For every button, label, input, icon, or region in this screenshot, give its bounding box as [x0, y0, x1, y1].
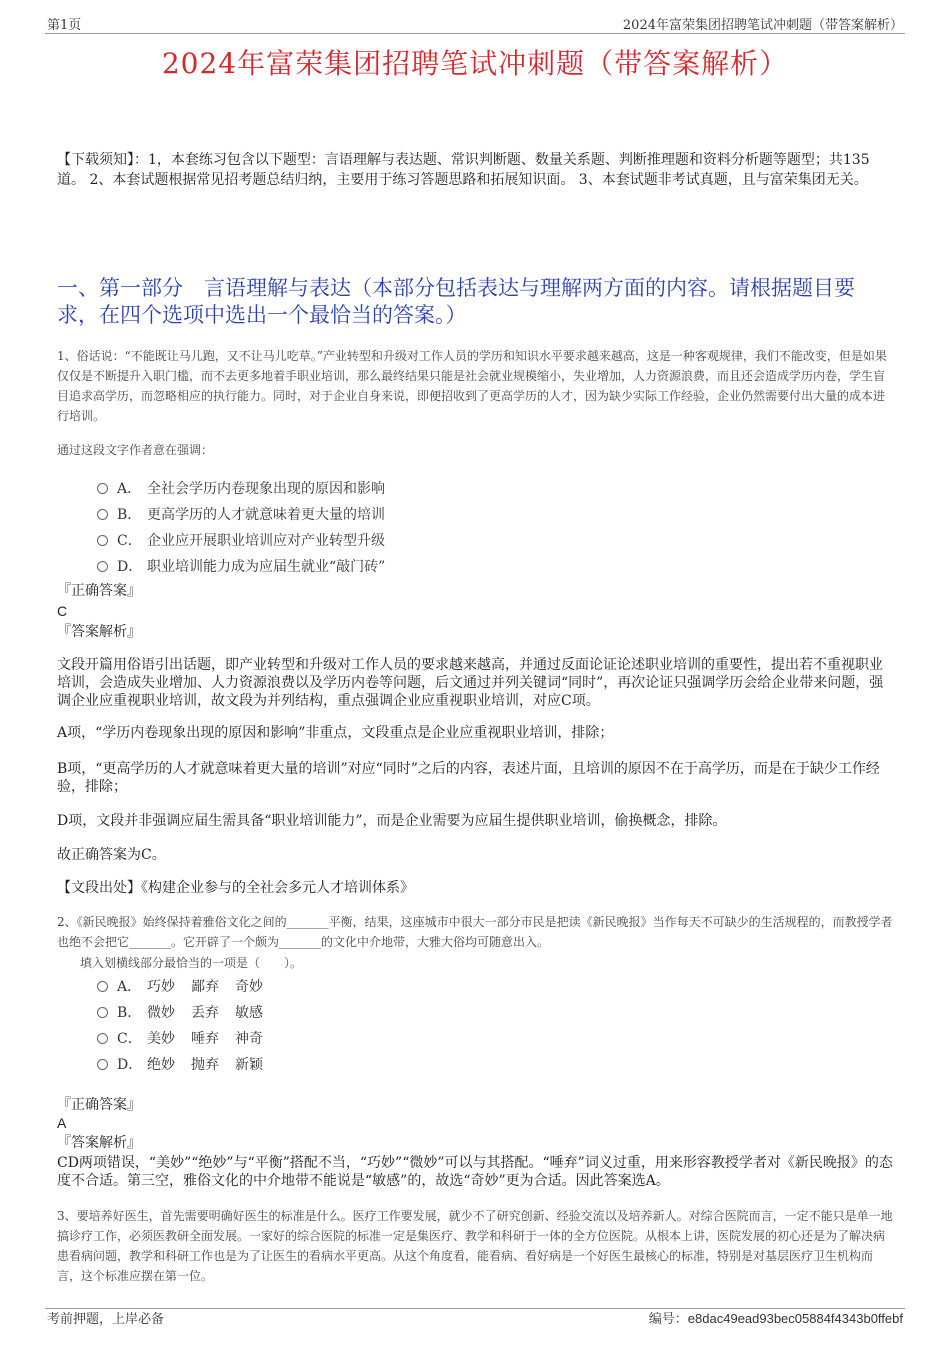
option-word: 唾弃	[191, 1031, 219, 1047]
q1-stem: 1、俗话说：“不能既让马儿跑，又不让马儿吃草。”产业转型和升级对工作人员的学历和知识水平要求越来越高，这是一种客观规律，我们不能改变，但是如果仅仅是不断提升入职门槛，而不去更多地着手职业培训，那么最终结果只能是社会就业规模缩小，失业增加，人力资源浪费，而且还会造成学历内卷，学生盲目追求高学历，而忽略相应的执行能力。同时，对于企业自身来说，即便招收到了更高学历的人才，因为缺少实际工作经验，企业仍然需要付出大量的成本进行培训。	[57, 349, 887, 423]
section-heading: 一、第一部分 言语理解与表达（本部分包括表达与理解两方面的内容。请根据题目要求，在四个选项中选出一个最恰当的答案。）	[57, 276, 855, 327]
option-label: B．	[117, 507, 142, 523]
header-doc-title: 2024年富荣集团招聘笔试冲刺题（带答案解析）	[622, 18, 903, 33]
option-label: A．	[117, 979, 142, 995]
q2-analysis: CD两项错误，“美妙”“绝妙”与“平衡”搭配不当，“巧妙”“微妙”可以与其搭配。“唾弃”词义过重，用来形容教授学者对《新民晚报》的态度不合适。第三空，雅俗文化的中介地带不能说是“敏感”的，故选“奇妙”更为合适。因此答案选A。	[57, 1155, 893, 1189]
radio-icon[interactable]	[97, 483, 108, 494]
q1-option-b[interactable]	[97, 504, 385, 524]
q1-answer: C	[57, 603, 68, 619]
q1-analysis-d: D项，文段并非强调应届生需具备“职业培训能力”，而是企业需要为应届生提供职业培训，偷换概念，排除。	[57, 813, 727, 829]
radio-icon[interactable]	[97, 561, 108, 572]
q1-option-d[interactable]	[97, 556, 385, 576]
radio-icon[interactable]	[97, 535, 108, 546]
option-text: 全社会学历内卷现象出现的原因和影响	[147, 481, 385, 497]
option-label: C．	[117, 1031, 142, 1047]
option-word: 奇妙	[235, 979, 263, 995]
option-word: 绝妙	[147, 1057, 175, 1073]
radio-icon[interactable]	[97, 1059, 108, 1070]
q1-option-c[interactable]	[97, 530, 385, 550]
q1-analysis-b: B项，“更高学历的人才就意味着更大量的培训”对应“同时”之后的内容，表述片面，且培训的原因不在于高学历，而是在于缺少工作经验，排除；	[57, 761, 880, 795]
footer-slogan: 考前押题，上岸必备	[47, 1312, 165, 1327]
option-label: D．	[117, 1057, 143, 1073]
q1-option-a[interactable]	[97, 478, 385, 498]
q1-analysis-a: A项，“学历内卷现象出现的原因和影响”非重点，文段重点是企业应重视职业培训，排除；	[57, 725, 614, 741]
q1-analysis-label: 『答案解析』	[57, 624, 141, 640]
option-label: D．	[117, 559, 143, 575]
q2-answer: A	[57, 1115, 67, 1131]
q2-answer-label: 『正确答案』	[57, 1097, 141, 1113]
option-word: 神奇	[235, 1031, 263, 1047]
q2-option-c[interactable]	[97, 1028, 263, 1048]
option-text: 企业应开展职业培训应对产业转型升级	[147, 533, 385, 549]
option-word: 丢弃	[191, 1005, 219, 1021]
option-text: 职业培训能力成为应届生就业“敲门砖”	[147, 559, 386, 575]
q1-answer-label: 『正确答案』	[57, 583, 141, 599]
footer-code-label: 编号：	[648, 1312, 688, 1327]
q2-stem: 2、《新民晚报》始终保持着雅俗文化之间的_______平衡，结果，这座城市中很大一部分市民是把读《新民晚报》当作每天不可缺少的生活规程的，而教授学者也绝不会把它_______。它开辟了一个颇为_______的文化中介地带，大雅大俗均可随意出入。	[57, 915, 893, 949]
radio-icon[interactable]	[97, 1007, 108, 1018]
option-word: 美妙	[147, 1031, 175, 1047]
q1-analysis-main: 文段开篇用俗语引出话题，即产业转型和升级对工作人员的要求越来越高，并通过反面论证论述职业培训的重要性，提出若不重视职业培训，会造成失业增加、人力资源浪费以及学历内卷等问题，后文通过并列关键词“同时”，再次论证只强调学历会给企业带来问题，强调企业应重视职业培训，故文段为并列结构，重点强调企业应重视职业培训，对应C项。	[57, 657, 884, 709]
page-number: 第1页	[47, 18, 82, 33]
q2-option-d[interactable]	[97, 1054, 263, 1074]
option-word: 微妙	[147, 1005, 175, 1021]
download-notice: 【下载须知】：1，本套练习包含以下题型：言语理解与表达题、常识判断题、数量关系题、判断推理题和资料分析题等题型；共135道。 2、本套试题根据常见招考题总结归纳，主要用于练习答题思路和拓展知识面。 3、本套试题非考试真题，且与富荣集团无关。	[57, 152, 870, 188]
option-text: 更高学历的人才就意味着更大量的培训	[147, 507, 385, 523]
header-divider	[45, 33, 905, 34]
option-label: A．	[117, 481, 142, 497]
option-word: 巧妙	[147, 979, 175, 995]
q2-prompt: 填入划横线部分最恰当的一项是（ ）。	[80, 956, 303, 970]
q1-analysis-conclusion: 故正确答案为C。	[57, 847, 166, 863]
footer-code	[649, 1308, 903, 1327]
radio-icon[interactable]	[97, 1033, 108, 1044]
option-label: B．	[117, 1005, 142, 1021]
radio-icon[interactable]	[97, 981, 108, 992]
option-word: 敏感	[235, 1005, 263, 1021]
q2-option-b[interactable]	[97, 1002, 263, 1022]
option-word: 鄙弃	[191, 979, 219, 995]
q2-analysis-label: 『答案解析』	[57, 1135, 141, 1151]
page-title: 2024年富荣集团招聘笔试冲刺题（带答案解析）	[161, 47, 789, 80]
q3-stem: 3、要培养好医生，首先需要明确好医生的标准是什么。医疗工作要发展，就少不了研究创新、经验交流以及培养新人。对综合医院而言，一定不能只是单一地搞诊疗工作，必须医教研全面发展。一家好的综合医院的标准一定是集医疗、教学和科研于一体的全方位医院。从根本上讲，医院发展的初心还是为了解决病患看病问题，教学和科研工作也是为了让医生的看病水平更高。从这个角度看，能看病、看好病是一个好医生最核心的标准，特别是对基层医疗卫生机构而言，这个标准应摆在第一位。	[57, 1209, 893, 1283]
option-word: 抛弃	[191, 1057, 219, 1073]
option-label: C．	[117, 533, 142, 549]
q2-option-a[interactable]	[97, 976, 263, 996]
option-word: 新颖	[235, 1057, 263, 1073]
radio-icon[interactable]	[97, 509, 108, 520]
q1-prompt: 通过这段文字作者意在强调：	[57, 443, 214, 457]
q1-source: 【文段出处】《构建企业参与的全社会多元人才培训体系》	[57, 880, 414, 896]
footer-code-value: e8dac49ead93bec05884f4343b0ffebf	[687, 1311, 903, 1326]
